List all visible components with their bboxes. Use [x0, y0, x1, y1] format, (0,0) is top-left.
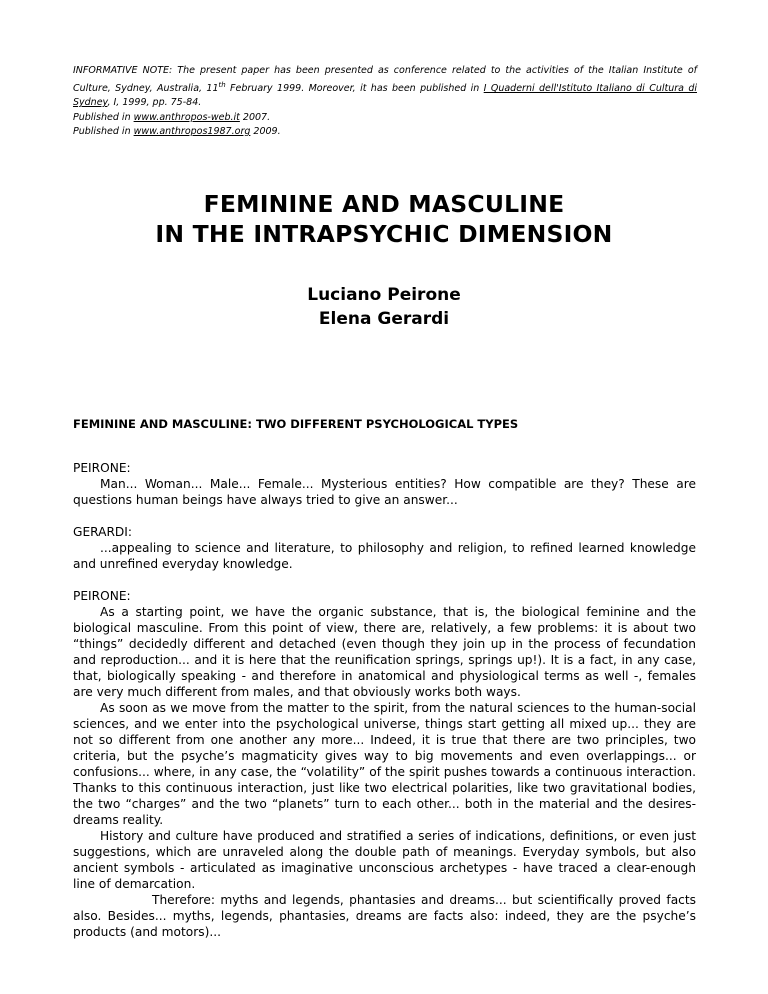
informative-note	[73, 64, 697, 110]
note-text-3: , I, 1999, pp. 75-84.	[107, 97, 202, 109]
author-list	[0, 283, 768, 331]
note-text-2: February 1999. Moreover, it has been published in	[225, 83, 484, 95]
published-prefix: Published in	[73, 126, 134, 137]
title-line-1: FEMININE AND MASCULINE	[203, 190, 565, 218]
author-2: Elena Gerardi	[318, 309, 450, 329]
published-suffix: 2009.	[250, 126, 281, 137]
paragraph: ...appealing to science and literature, to philosophy and religion, to refined learned knowledge and unrefined everyday knowledge.	[73, 541, 696, 571]
speaker-label: PEIRONE:	[73, 589, 131, 603]
published-prefix: Published in	[73, 112, 134, 123]
published-link-1[interactable]: www.anthropos-web.it	[133, 112, 240, 123]
note-label: INFORMATIVE NOTE:	[73, 65, 173, 76]
publication-list	[73, 111, 281, 139]
published-line-2	[73, 125, 281, 139]
published-suffix: 2007.	[239, 112, 271, 123]
author-1: Luciano Peirone	[307, 285, 461, 305]
section-heading: FEMININE AND MASCULINE: TWO DIFFERENT PSYCHOLOGICAL TYPES	[73, 417, 519, 431]
paragraph: As soon as we move from the matter to the spirit, from the natural sciences to the human-social sciences, and we enter into the psychological universe, things start getting all mixed up... they are not so different from one another any more... Indeed, it is true that there are two principles, two criteria, but the psyche’s magmaticity gives way to big movements and even overlappings... or confusions... where, in any case, the “volatility” of the spirit pushes towards a continuous interaction. Thanks to this continuous interaction, just like two electrical polarities, like two gravitational bodies, the two “charges” and the two “planets” turn to each other... both in the material and the desires-dreams reality.	[73, 701, 696, 827]
journal-link[interactable]: I Quaderni dell'Istituto Italiano di Cultura di Sydney	[73, 83, 697, 109]
paragraph: As a starting point, we have the organic substance, that is, the biological feminine and the biological masculine. From this point of view, there are, relatively, a few problems: it is about two “things” decidedly different and detached (even though they join up in the process of fecundation and reproduction... and it is here that the reunification springs, springs up!). It is a fact, in any case, that, biologically speaking - and therefore in anatomical and physiological terms as well -, females are very much different from males, and that obviously works both ways.	[73, 605, 696, 699]
paragraph: Man... Woman... Male... Female... Mysterious entities? How compatible are they? These are questions human beings have always tried to give an answer...	[73, 477, 696, 507]
published-line-1	[73, 111, 281, 125]
paragraph: History and culture have produced and stratified a series of indications, definitions, or even just suggestions, which are unraveled along the double path of meanings. Everyday symbols, but also ancient symbols - articulated as imaginative unconscious archetypes - have traced a clear-enough line of demarcation.	[73, 829, 696, 891]
note-sup: th	[218, 81, 226, 89]
paragraph: Therefore: myths and legends, phantasies and dreams... but scientifically proved facts also. Besides... myths, legends, phantasies, dreams are facts also: indeed, they are the psyche’s products (and motors)...	[73, 893, 696, 939]
body-text	[73, 460, 696, 940]
note-text-1: The present paper has been presented as conference related to the activities of the Italian Institute of Culture, Sydney, Australia, 11	[73, 65, 697, 95]
speaker-label: PEIRONE:	[73, 461, 131, 475]
published-link-2[interactable]: www.anthropos1987.org	[133, 126, 251, 137]
speaker-label: GERARDI:	[73, 525, 133, 539]
document-title	[0, 189, 768, 249]
title-line-2: IN THE INTRAPSYCHIC DIMENSION	[155, 220, 613, 248]
